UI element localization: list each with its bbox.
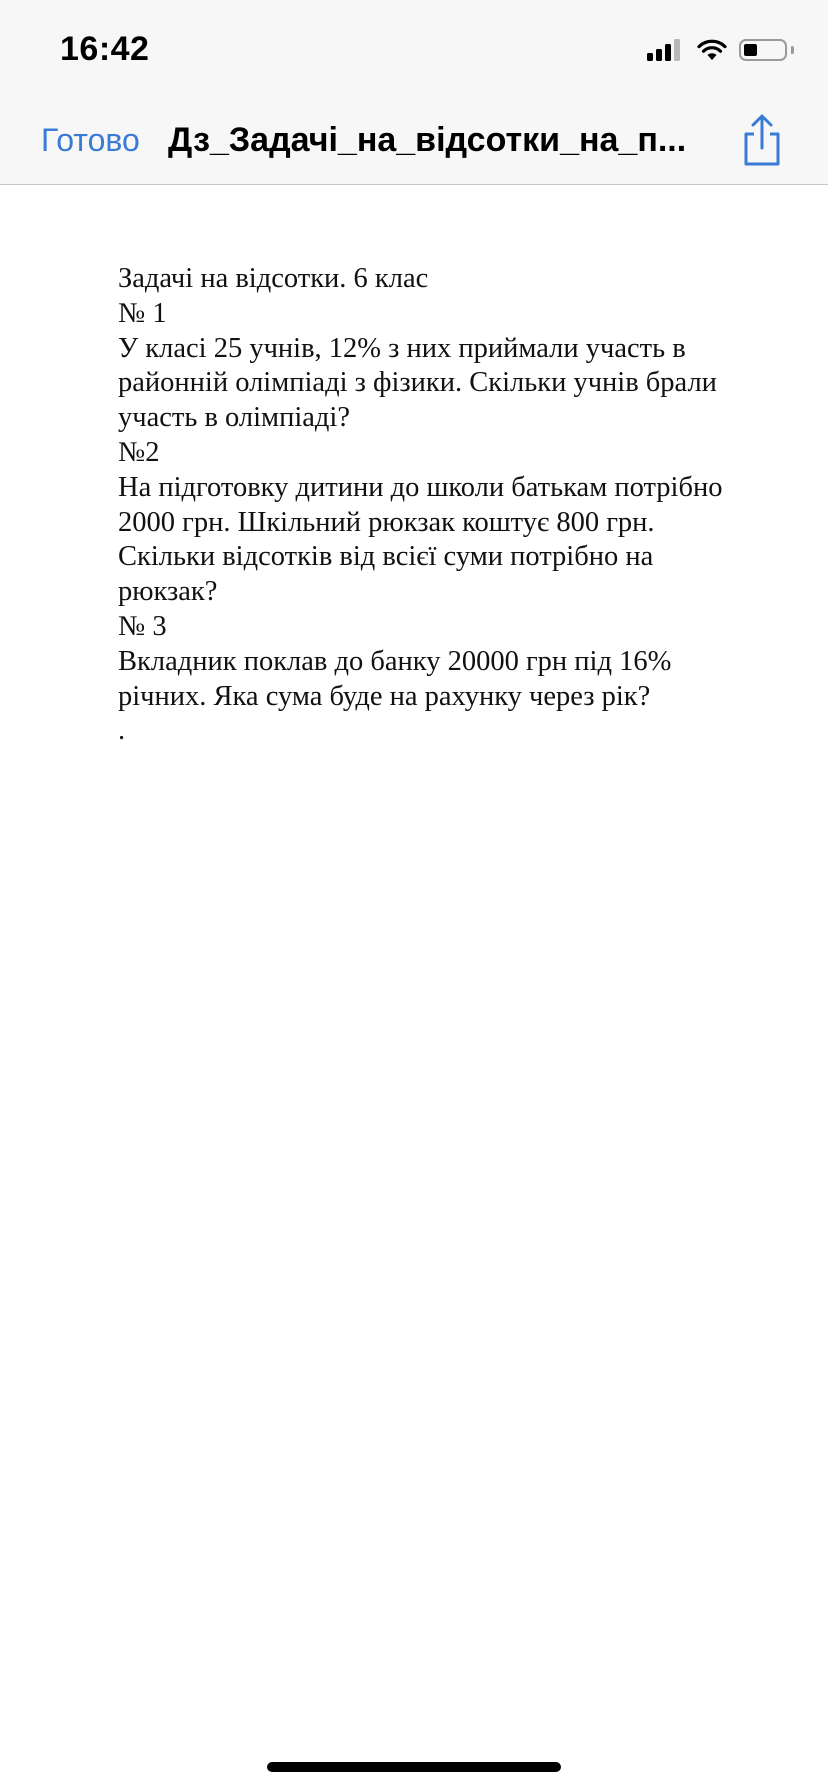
top-bar-area (0, 0, 828, 185)
problem-1-text-line: районній олімпіаді з фізики. Скільки учнів брали (118, 367, 717, 399)
problem-2-number: №2 (118, 436, 160, 468)
problem-2-text-line: 2000 грн. Шкільний рюкзак коштує 800 грн. (118, 506, 655, 538)
problem-1-text-line: У класі 25 учнів, 12% з них приймали участь в (118, 332, 686, 364)
status-icons (647, 36, 794, 64)
wifi-icon (697, 39, 727, 61)
battery-icon (739, 39, 787, 61)
document-content (118, 262, 778, 749)
trailing-mark: . (118, 715, 126, 747)
done-button[interactable]: Готово (41, 122, 140, 158)
problem-1-number: № 1 (118, 297, 167, 329)
problem-2-text-line: рюкзак? (118, 576, 218, 608)
problem-1-text-line: участь в олімпіаді? (118, 402, 350, 434)
status-time: 16:42 (60, 30, 150, 68)
document-heading: Задачі на відсотки. 6 клас (118, 263, 429, 294)
problem-3-text-line: Вкладник поклав до банку 20000 грн під 16% (118, 645, 672, 677)
cellular-signal-icon (647, 39, 683, 61)
document-title: Дз_Задачі_на_відсотки_на_п... (168, 121, 687, 159)
problem-2-text-line: На підготовку дитини до школи батькам потрібно (118, 471, 723, 503)
problem-3-number: № 3 (118, 610, 167, 642)
problem-2-text-line: Скільки відсотків від всієї суми потрібно на (118, 541, 654, 573)
share-icon[interactable] (738, 112, 786, 168)
problem-3-text-line: річних. Яка сума буде на рахунку через рік? (118, 680, 651, 712)
battery-cap (791, 46, 794, 54)
navigation-bar (0, 96, 828, 184)
status-bar (0, 0, 828, 96)
home-indicator[interactable] (267, 1762, 561, 1772)
